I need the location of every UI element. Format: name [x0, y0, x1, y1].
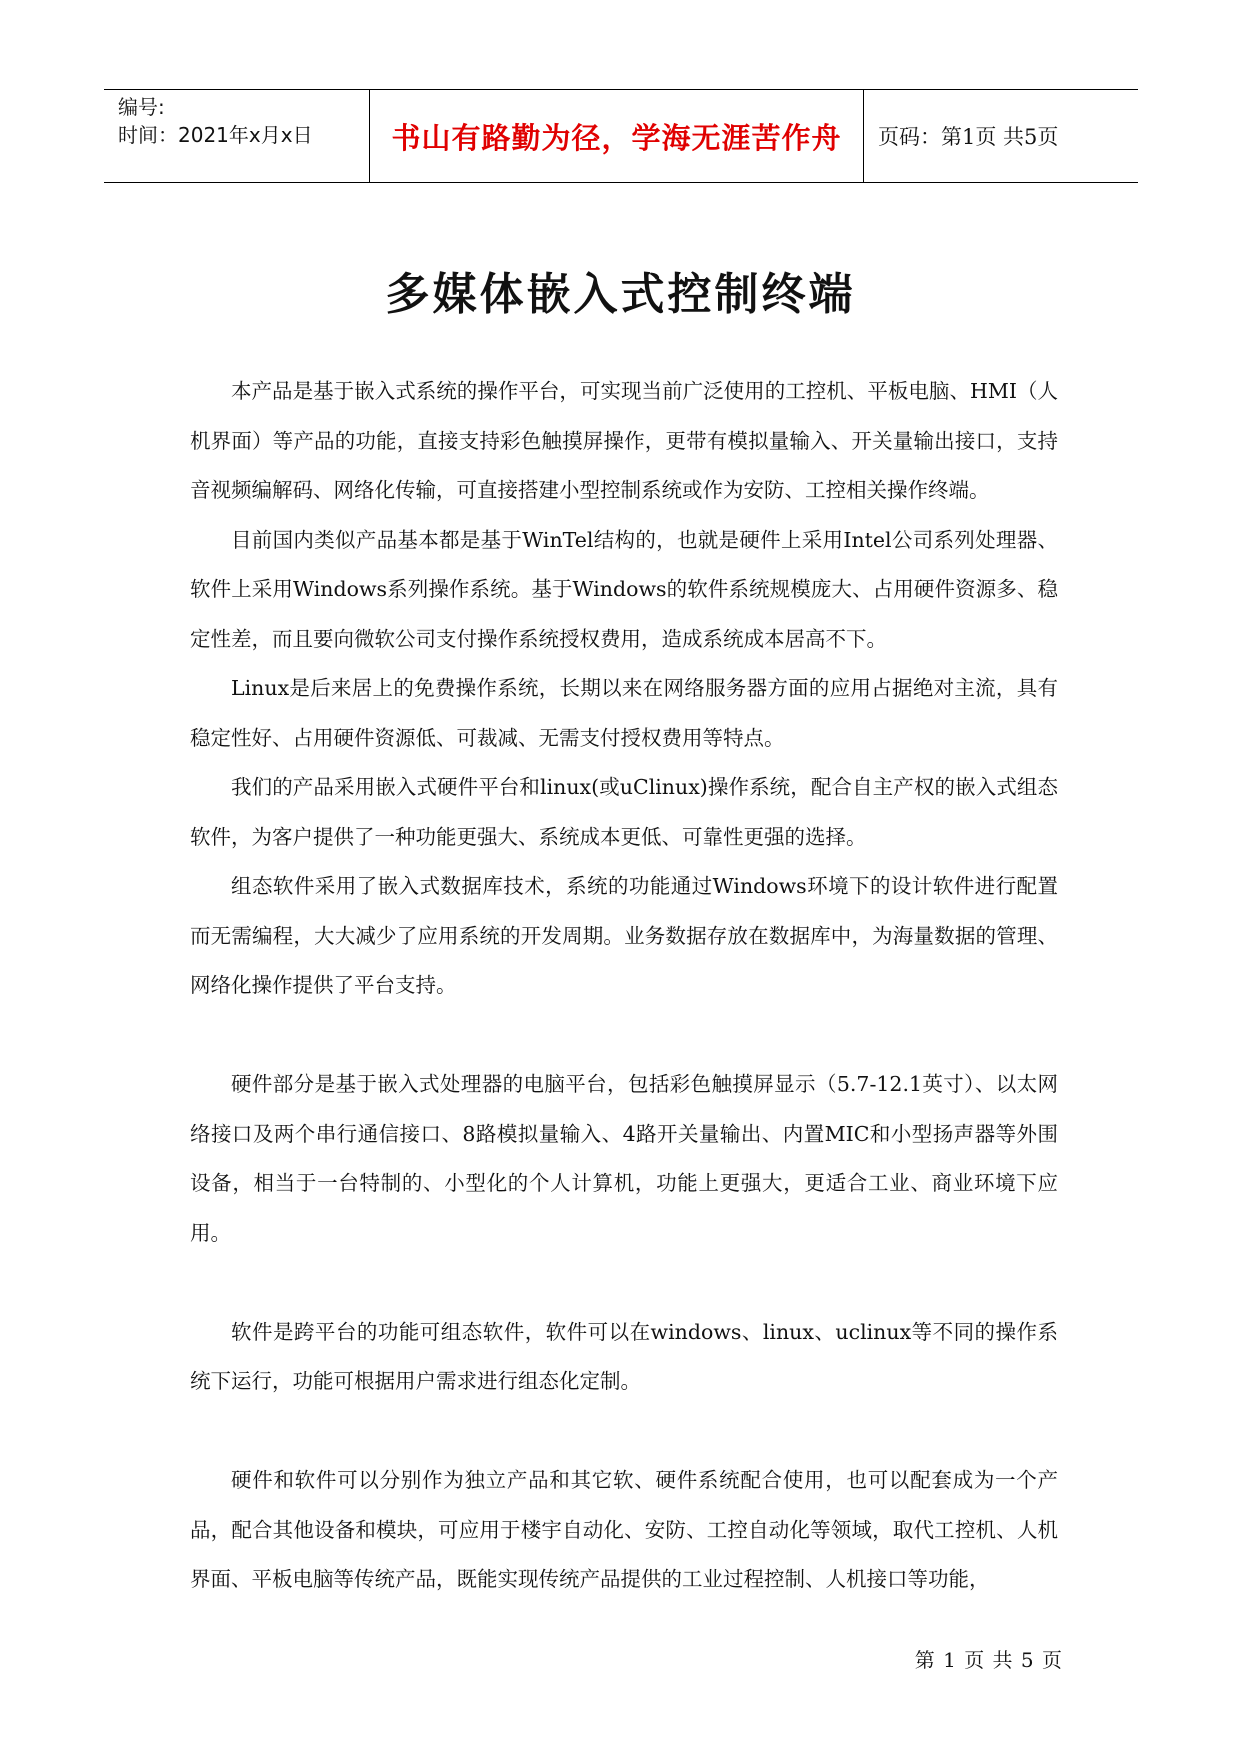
body-paragraph: 本产品是基于嵌入式系统的操作平台，可实现当前广泛使用的工控机、平板电脑、HMI（人机界面）等产品的功能，直接支持彩色触摸屏操作，更带有模拟量输入、开关量输出接口，支持音视频编解码、网络化传输，可直接搭建小型控制系统或作为安防、工控相关操作终端。: [190, 379, 1058, 502]
header-meta-cell: [104, 90, 370, 182]
document-time-label: 时间：2021年x月x日: [118, 123, 313, 147]
document-title: 多媒体嵌入式控制终端: [385, 269, 856, 320]
body-paragraph: 硬件和软件可以分别作为独立产品和其它软、硬件系统配合使用，也可以配套成为一个产品，配合其他设备和模块，可应用于楼宇自动化、安防、工控自动化等领域，取代工控机、人机界面、平板电脑等传统产品，既能实现传统产品提供的工业过程控制、人机接口等功能，: [190, 1468, 1058, 1591]
body-paragraph: 我们的产品采用嵌入式硬件平台和linux(或uClinux)操作系统，配合自主产权的嵌入式组态软件，为客户提供了一种功能更强大、系统成本更低、可靠性更强的选择。: [190, 775, 1058, 849]
body-paragraph: 硬件部分是基于嵌入式处理器的电脑平台，包括彩色触摸屏显示（5.7-12.1英寸）、以太网络接口及两个串行通信接口、8路模拟量输入、4路开关量输出、内置MIC和小型扬声器等外围设备，相当于一台特制的、小型化的个人计算机，功能上更强大，更适合工业、商业环境下应用。: [190, 1072, 1058, 1245]
header-motto: 书山有路勤为径，学海无涯苦作舟: [391, 120, 842, 155]
document-number-label: 编号:: [118, 95, 165, 119]
page-footer-number: 第 1 页 共 5 页: [914, 1648, 1063, 1672]
body-paragraph: 目前国内类似产品基本都是基于WinTel结构的，也就是硬件上采用Intel公司系列处理器、软件上采用Windows系列操作系统。基于Windows的软件系统规模庞大、占用硬件资源多、稳定性差，而且要向微软公司支付操作系统授权费用，造成系统成本居高不下。: [190, 527, 1058, 651]
body-paragraph: 组态软件采用了嵌入式数据库技术，系统的功能通过Windows环境下的设计软件进行配置而无需编程，大大减少了应用系统的开发周期。业务数据存放在数据库中，为海量数据的管理、网络化操作提供了平台支持。: [190, 874, 1058, 997]
body-paragraph: Linux是后来居上的免费操作系统，长期以来在网络服务器方面的应用占据绝对主流，具有稳定性好、占用硬件资源低、可裁减、无需支付授权费用等特点。: [190, 676, 1058, 750]
page-header: [104, 89, 1138, 183]
header-page-info: 页码：第1页 共5页: [878, 125, 1059, 149]
body-paragraph: 软件是跨平台的功能可组态软件，软件可以在windows、linux、uclinux等不同的操作系统下运行，功能可根据用户需求进行组态化定制。: [190, 1319, 1058, 1393]
document-body: [190, 367, 1058, 1605]
header-motto-cell: [370, 90, 864, 182]
header-page-cell: [864, 90, 1138, 182]
